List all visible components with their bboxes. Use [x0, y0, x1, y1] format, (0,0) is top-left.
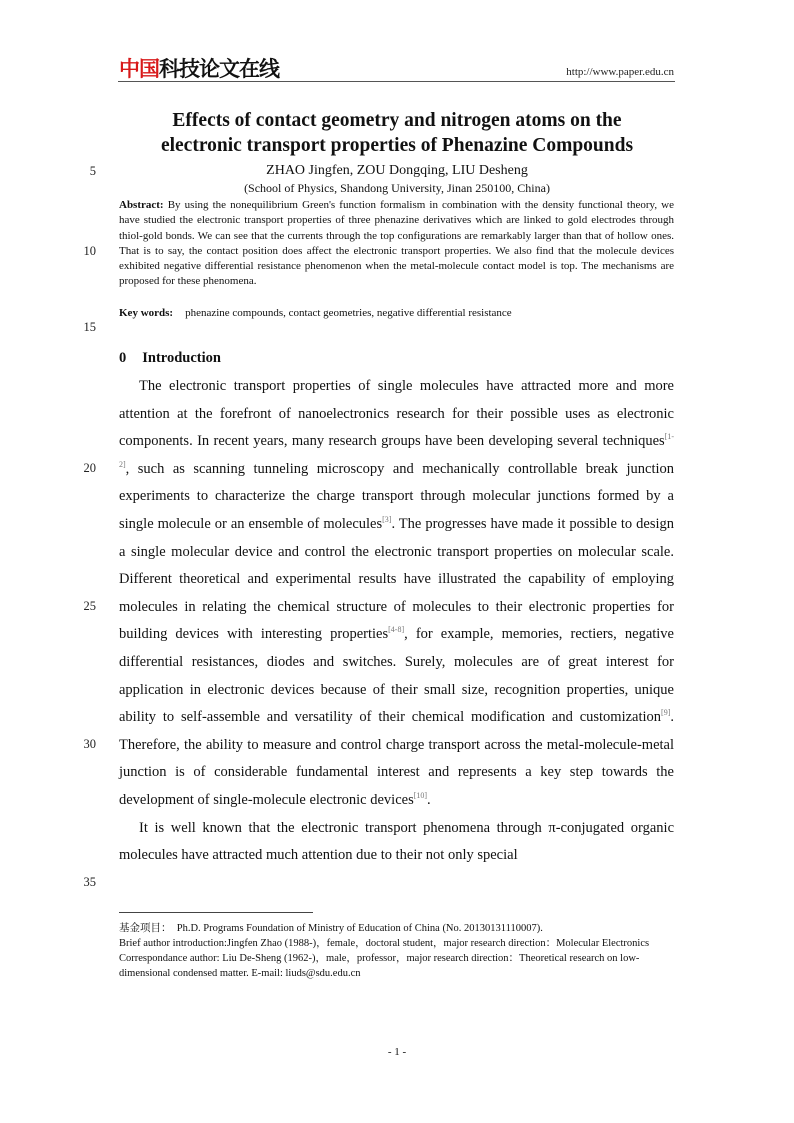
- body-text-run: , for example, memories, rectiers, negative differential resistances, diodes and switches. Surely, molecules are of great interest for application in electronic devices because of their small size, recognition properties, unique ability to self-assemble and versatility of their chemical modification and customization: [119, 626, 674, 726]
- line-number: 15: [83, 320, 96, 334]
- citation[interactable]: [3]: [382, 514, 392, 524]
- line-number: 5: [89, 164, 96, 178]
- affiliation: (School of Physics, Shandong University, Jinan 250100, China): [244, 181, 550, 195]
- citation[interactable]: [9]: [661, 708, 671, 718]
- body-text: [119, 373, 674, 870]
- body-text-run: The electronic transport properties of single molecules have attracted more and more attention at the forefront of nanoelectronics research for their possible uses as electronic components. In recent years, many research groups have been developing several techniques: [119, 378, 674, 450]
- footnote-correspondence: Correspondance author: Liu De-Sheng (1962-)，male，professor，major research direction：Theoretical research on low-dimensional condensed matter. E-mail: liuds@sdu.edu.cn: [119, 953, 640, 979]
- footnote-funding: [119, 921, 677, 936]
- line-number: 30: [83, 737, 96, 751]
- body-text-run: . Therefore, the ability to measure and control charge transport across the metal-molecule-metal junction is of considerable fundamental interest and represents a key step towards the development of single-molecule electronic devices: [119, 709, 674, 808]
- funding-label: 基金项目：: [119, 923, 172, 934]
- logo-black-text: 科技论文在线: [159, 57, 279, 81]
- abstract: [119, 198, 674, 290]
- keywords-text: phenazine compounds, contact geometries, negative differential resistance: [185, 307, 512, 319]
- line-number: 25: [83, 599, 96, 613]
- body-text-run: . The progresses have made it possible to design a single molecular device and control the electronic transport properties on molecular scale. Different theoretical and experimental results have illustrated the capability of employing molecules in relating the chemical structure of molecules to their electronic properties for building devices with interesting properties: [119, 515, 674, 643]
- citation[interactable]: [10]: [413, 790, 428, 800]
- funding-text: Ph.D. Programs Foundation of Ministry of Education of China (No. 20130131110007).: [176, 923, 543, 934]
- site-logo: [119, 57, 279, 81]
- keywords: [119, 306, 512, 320]
- section-title: Introduction: [142, 350, 221, 366]
- footnote-rule: [119, 912, 313, 913]
- title-line-1: Effects of contact geometry and nitrogen atoms on the: [172, 110, 622, 131]
- citation[interactable]: [1-2]: [119, 432, 674, 469]
- line-number: 35: [83, 875, 96, 889]
- body-text-run: .: [427, 791, 431, 808]
- title-line-2: electronic transport properties of Phenazine Compounds: [160, 135, 634, 156]
- paragraph-1: [119, 373, 674, 815]
- footnotes: [119, 921, 677, 981]
- page-number: - 1 -: [387, 1046, 407, 1058]
- paper-title: [100, 108, 694, 158]
- authors: ZHAO Jingfen, ZOU Dongqing, LIU Desheng: [266, 163, 528, 178]
- citation[interactable]: [4-8]: [388, 625, 405, 635]
- line-number: 10: [83, 244, 96, 258]
- logo-red-text: 中国: [119, 57, 159, 81]
- line-number: 20: [83, 461, 96, 475]
- body-text-run: , such as scanning tunneling microscopy and mechanically controllable break junction experiments to characterize the charge transport through molecular junctions formed by a single molecule or an ensemble of molecules: [119, 460, 674, 532]
- section-number: 0: [119, 350, 127, 366]
- section-heading: [119, 350, 221, 367]
- abstract-text: By using the nonequilibrium Green's function formalism in combination with the density functional theory, we have studied the electronic transport properties of three phenazine derivatives which are linked to gold electrodes through thiol-gold bonds. We can see that the currents through the top configurations are remarkably larger than that of hollow ones. That is to say, the contact position does affect the electronic transport properties. We also find that the molecule devices exhibited negative differential resistance phenomenon when the metal-molecule contact model is top. The mechanisms are proposed for these phenomena.: [119, 199, 674, 288]
- footnote-author-bio: Brief author introduction:Jingfen Zhao (1988-)，female，doctoral student，major research direction：Molecular Electronics: [119, 938, 650, 949]
- paragraph-2: It is well known that the electronic transport phenomena through π-conjugated organic molecules have attracted much attention due to their not only special: [119, 819, 674, 864]
- abstract-label: Abstract:: [119, 199, 164, 211]
- header-url[interactable]: http://www.paper.edu.cn: [566, 66, 674, 78]
- keywords-label: Key words:: [119, 307, 174, 319]
- header-rule: [118, 81, 675, 82]
